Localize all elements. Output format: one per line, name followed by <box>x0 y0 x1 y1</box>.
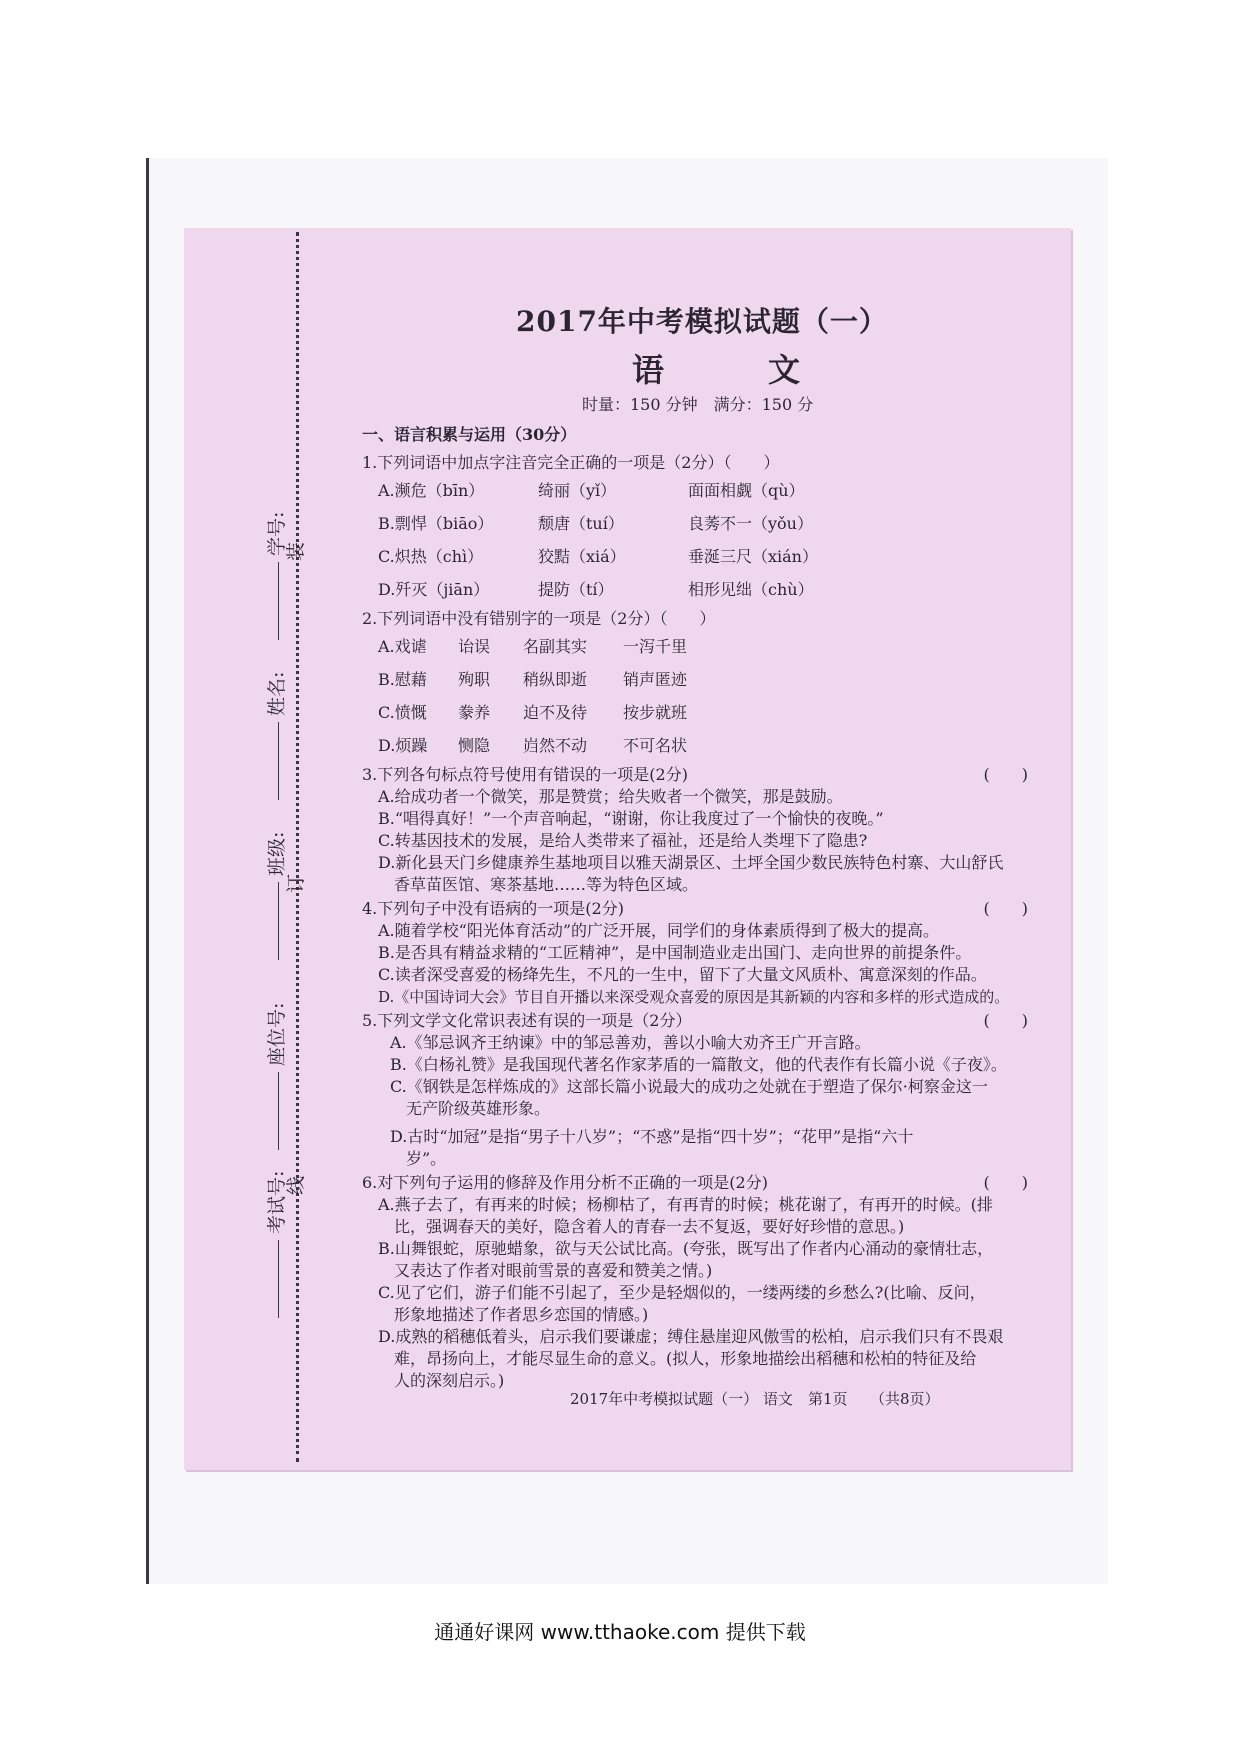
q5-option-c: C.《钢铁是怎样炼成的》这部长篇小说最大的成功之处就在于塑造了保尔·柯察金这一 <box>390 1077 988 1096</box>
q5-option-d: D.古时“加冠”是指“男子十八岁”；“不惑”是指“四十岁”；“花甲”是指“六十 <box>390 1127 914 1146</box>
q2-option: 名副其实 <box>523 637 588 656</box>
q2-option: 岿然不动 <box>523 736 588 755</box>
q6-option-d-cont2: 人的深刻启示。) <box>394 1371 505 1390</box>
q3-option-b: B.“唱得真好！”一个声音响起，“谢谢，你让我度过了一个愉快的夜晚。” <box>378 809 884 828</box>
q4-option-a: A.随着学校“阳光体育活动”的广泛开展，同学们的身体素质得到了极大的提高。 <box>378 921 940 940</box>
q3-option-a: A.给成功者一个微笑，那是赞赏；给失败者一个微笑，那是鼓励。 <box>378 787 843 806</box>
q1-option: D.歼灭（jiān） <box>378 580 490 599</box>
binding-ding: 订 <box>285 873 308 894</box>
answer-paren: ( ) <box>983 1011 1028 1030</box>
q1-option: 垂涎三尺（xián） <box>688 547 818 566</box>
q1-option: 面面相觑（qù） <box>688 481 805 500</box>
q1-option: 狡黠（xiá） <box>538 547 626 566</box>
question-stem: 6.对下列句子运用的修辞及作用分析不正确的一项是(2分) <box>362 1173 768 1192</box>
q2-option: 殉职 <box>458 670 491 689</box>
question-6 <box>362 1172 1028 1392</box>
question-stem: 5.下列文学文化常识表述有误的一项是（2分） <box>362 1011 692 1030</box>
answer-paren: ( ) <box>983 899 1028 918</box>
page-footer: 2017年中考模拟试题（一） 语文 第1页 （共8页） <box>570 1390 940 1408</box>
answer-paren: ( ) <box>983 765 1028 784</box>
q6-option-b-cont: 又表达了作者对眼前雪景的喜爱和赞美之情。) <box>394 1261 713 1280</box>
q2-option: 一泻千里 <box>623 637 688 656</box>
q1-option: 相形见绌（chù） <box>688 580 814 599</box>
q6-option-c: C.见了它们，游子们能不引起了，至少是轻烟似的，一缕两缕的乡愁么?(比喻、反问， <box>378 1283 986 1302</box>
answer-paren: ( ) <box>983 1173 1028 1192</box>
q6-option-b: B.山舞银蛇，原驰蜡象，欲与天公试比高。(夸张，既写出了作者内心涌动的豪情壮志， <box>378 1239 994 1258</box>
question-4 <box>362 898 1028 1008</box>
q2-options <box>378 630 1028 762</box>
q2-option: B.慰藉 <box>378 670 427 689</box>
q6-option-d: D.成熟的稻穗低着头，启示我们要谦虚；缚住悬崖迎风傲雪的松柏，启示我们只有不畏艰 <box>378 1327 1004 1346</box>
question-stem: 3.下列各句标点符号使用有错误的一项是(2分) <box>362 765 688 784</box>
q2-option: C.愤慨 <box>378 703 427 722</box>
q2-option: A.戏谑 <box>378 637 427 656</box>
q3-option-d-cont: 香草苗医馆、寒茶基地……等为特色区域。 <box>394 875 699 894</box>
binding-banji: 班级: <box>262 832 289 960</box>
question-stem: 1.下列词语中加点字注音完全正确的一项是（2分）（ ） <box>362 453 780 472</box>
q2-option: 按步就班 <box>623 703 688 722</box>
q1-option: 颓唐（tuí） <box>538 514 624 533</box>
q5-option-c-cont: 无产阶级英雄形象。 <box>406 1099 551 1118</box>
question-1 <box>362 452 1028 606</box>
q1-option: C.炽热（chì） <box>378 547 484 566</box>
binding-zuowei: 座位号: <box>262 1003 289 1150</box>
q6-option-c-cont: 形象地描述了作者思乡恋国的情感。) <box>394 1305 649 1324</box>
q6-option-a-cont: 比，强调春天的美好，隐含着人的青春一去不复返，要好好珍惜的意思。) <box>394 1217 905 1236</box>
binding-xian: 线 <box>285 1175 308 1196</box>
q2-option: 恻隐 <box>458 736 491 755</box>
q2-option: 迫不及待 <box>523 703 588 722</box>
q2-option: 诒误 <box>458 637 491 656</box>
question-stem: 2.下列词语中没有错别字的一项是（2分）（ ） <box>362 609 716 628</box>
q6-option-d-cont: 难，昂扬向上，才能尽显生命的意义。(拟人，形象地描绘出稻穗和松柏的特征及给 <box>394 1349 977 1368</box>
scan-edge <box>146 158 149 1584</box>
exam-title: 2017年中考模拟试题（一） <box>516 305 888 338</box>
question-stem: 4.下列句子中没有语病的一项是(2分) <box>362 899 624 918</box>
q3-option-d: D.新化县天门乡健康养生基地项目以雅天湖景区、土坪全国少数民族特色村寨、大山舒氏 <box>378 853 1004 872</box>
question-5 <box>362 1010 1028 1170</box>
q4-option-c: C.读者深受喜爱的杨绛先生，不凡的一生中，留下了大量文风质朴、寓意深刻的作品。 <box>378 965 987 984</box>
question-2 <box>362 608 1028 762</box>
q3-option-c: C.转基因技术的发展，是给人类带来了福祉，还是给人类埋下了隐患? <box>378 831 868 850</box>
q1-option: 绮丽（yǐ） <box>538 481 617 500</box>
q1-option: B.剽悍（biāo） <box>378 514 494 533</box>
exam-subject: 语 文 <box>632 351 837 389</box>
q1-options <box>378 474 1028 606</box>
exam-time-info: 时量：150 分钟 满分：150 分 <box>582 395 814 414</box>
binding-xingming: 姓名: <box>262 672 289 800</box>
q6-option-a: A.燕子去了，有再来的时候；杨柳枯了，有再青的时候；桃花谢了，有再开的时候。(排 <box>378 1195 993 1214</box>
question-3 <box>362 764 1028 896</box>
section-heading: 一、语言积累与运用（30分） <box>362 425 577 444</box>
q1-option: 良莠不一（yǒu） <box>688 514 813 533</box>
q2-option: 销声匿迹 <box>623 670 688 689</box>
q2-option: 不可名状 <box>623 736 688 755</box>
q2-option: D.烦躁 <box>378 736 428 755</box>
q4-option-d: D.《中国诗词大会》节目自开播以来深受观众喜爱的原因是其新颖的内容和多样的形式造成的。 <box>378 988 1010 1006</box>
q5-option-b: B.《白杨礼赞》是我国现代著名作家茅盾的一篇散文，他的代表作有长篇小说《子夜》。 <box>390 1055 1007 1074</box>
q1-option: A.濒危（bīn） <box>378 481 485 500</box>
exam-content <box>362 424 1028 1392</box>
q1-option: 提防（tí） <box>538 580 614 599</box>
binding-dotted-line <box>296 232 299 1462</box>
q2-option: 稍纵即逝 <box>523 670 588 689</box>
q5-option-d-cont: 岁”。 <box>406 1149 447 1168</box>
q2-option: 豢养 <box>458 703 491 722</box>
binding-xuehao: 学号: <box>262 512 289 640</box>
download-watermark: 通通好课网 www.tthaoke.com 提供下载 <box>434 1620 806 1644</box>
q5-option-a: A.《邹忌讽齐王纳谏》中的邹忌善劝，善以小喻大劝齐王广开言路。 <box>390 1033 871 1052</box>
binding-kaoshi: 考试号: <box>262 1171 289 1318</box>
binding-zhuang: 装 <box>285 541 308 562</box>
q4-option-b: B.是否具有精益求精的“工匠精神”，是中国制造业走出国门、走向世界的前提条件。 <box>378 943 972 962</box>
